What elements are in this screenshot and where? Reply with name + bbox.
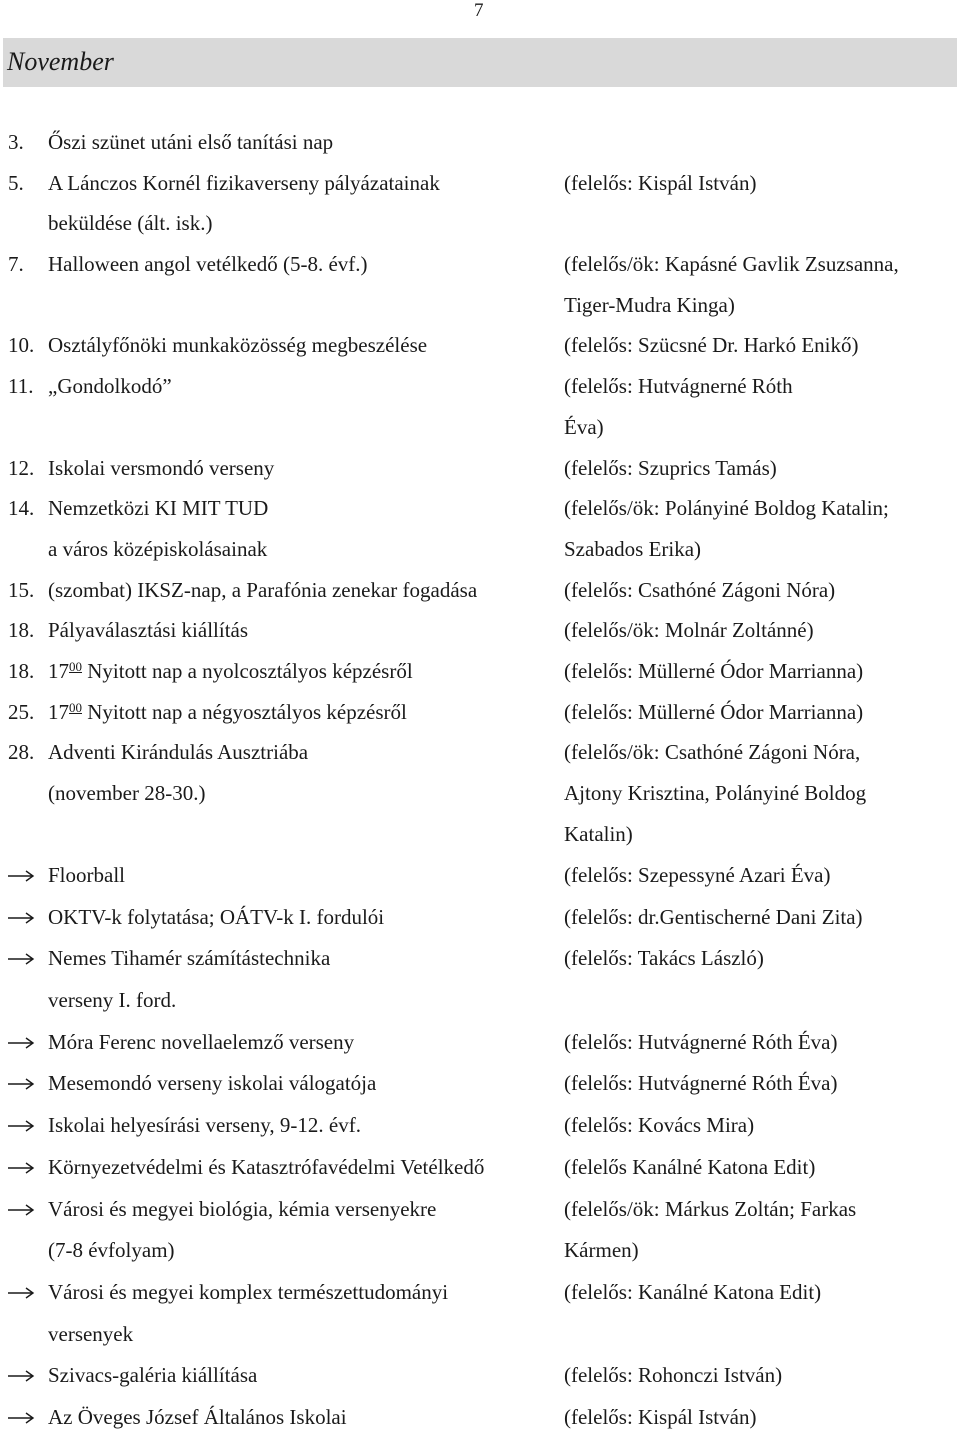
entry-responsible: Katalin) [564,821,633,846]
entry-responsible: (felelős: dr.Gentischerné Dani Zita) [564,904,863,929]
entry-responsible: (felelős/ök: Márkus Zoltán; Farkas [564,1196,857,1221]
arrow-bullet-icon [7,1119,35,1133]
entry-event [48,570,477,611]
entry-time: 17 [48,658,69,683]
entry-event [48,163,440,204]
bullet-entry [0,897,960,939]
arrow-bullet-icon [7,1036,35,1050]
entry-event [48,488,268,529]
entry-line [0,732,960,773]
entry-line [0,1272,960,1314]
entry-responsible: (felelős: Hutvágnerné Róth Éva) [564,1071,838,1096]
entry-event [48,244,368,285]
entry-line [0,1063,960,1105]
entry-event [48,529,267,570]
entry-line [0,488,960,529]
entry-responsible: (felelős: Szepessyné Azari Éva) [564,863,831,887]
entry-event [48,366,172,407]
entry-event-text: Halloween angol vetélkedő (5-8. évf.) [48,252,368,277]
entry-responsible: (felelős/ök: Csathóné Zágoni Nóra, [564,740,861,765]
entry-event: Városi és megyei biológia, kémia versenyekre [48,1196,437,1221]
entry-event [48,448,274,489]
entry-event [48,203,212,244]
entry-responsible: (felelős: Rohonczi István) [564,1363,783,1388]
entry-day: 18. [8,618,35,643]
entry-line [0,1314,960,1356]
arrow-bullet-icon [7,952,35,966]
entry-responsible: (felelős: Takács László) [564,946,764,971]
entry-line [0,610,960,651]
entry-responsible: (felelős: Hutvágnerné Róth Éva) [564,1029,838,1054]
calendar-entry [0,488,960,569]
calendar-entry [0,651,960,692]
entry-event-text: „Gondolkodó” [48,374,172,399]
entry-line [0,773,960,814]
entry-time-minutes: 00 [69,699,82,715]
entry-line [0,1230,960,1272]
entry-event-text: Nemzetközi KI MIT TUD [48,496,269,521]
bullet-entry [0,1189,960,1272]
entry-line [0,407,960,448]
calendar-entry [0,732,960,854]
entry-responsible: (felelős/ök: Molnár Zoltánné) [564,618,814,643]
entry-line [0,814,960,855]
bullet-entry [0,1063,960,1105]
entry-event-text: Osztályfőnöki munkaközösség megbeszélése [48,333,428,358]
entry-event: verseny I. ford. [48,988,177,1013]
entry-event [48,773,205,814]
entry-time-minutes: 00 [69,658,82,674]
entry-event: Városi és megyei komplex természettudományi [48,1279,449,1304]
entry-line [0,897,960,939]
entry-responsible: Kármen) [564,1238,639,1263]
entry-line [0,1022,960,1064]
bullet-entry [0,1355,960,1397]
entry-event [48,732,308,773]
entry-event [48,610,248,651]
entry-event: versenyek [48,1321,134,1346]
bullet-entry [0,1105,960,1147]
entry-event-text: (november 28-30.) [48,781,206,805]
entry-event: (7-8 évfolyam) [48,1238,175,1263]
entry-event: Környezetvédelmi és Katasztrófavédelmi Vetélkedő [48,1154,485,1179]
entry-day: 10. [8,333,35,358]
entry-day: 11. [8,374,34,399]
entry-responsible: Ajtony Krisztina, Polányiné Boldog [564,781,867,805]
entry-line [0,448,960,489]
bullet-entry [0,1022,960,1064]
entry-event-text: a város középiskolásainak [48,536,268,561]
entry-responsible: Szabados Erika) [564,536,702,561]
calendar-entry [0,325,960,366]
entry-line [0,163,960,204]
calendar-entry [0,122,960,163]
entry-event [48,651,413,692]
calendar-entry [0,570,960,611]
arrow-bullet-icon [7,1411,35,1425]
arrow-bullet-icon [7,1203,35,1217]
entry-event-text: Nyitott nap a négyosztályos képzésről [87,699,407,724]
entry-line [0,244,960,285]
entry-event [48,122,333,163]
ongoing-events-list [0,855,960,1439]
entry-day: 28. [8,740,35,765]
entry-line [0,203,960,244]
entry-day: 3. [8,130,24,154]
bullet-entry [0,855,960,897]
entry-line [0,529,960,570]
entry-time: 17 [48,699,69,724]
entry-responsible: (felelős: Szuprics Tamás) [564,455,777,480]
arrow-bullet-icon [7,1286,35,1300]
entry-responsible: (felelős: Kanálné Katona Edit) [564,1279,822,1304]
entry-line [0,366,960,407]
arrow-bullet-icon [7,1161,35,1175]
entry-responsible: (felelős Kanálné Katona Edit) [564,1154,816,1179]
entry-responsible: (felelős/ök: Polányiné Boldog Katalin; [564,496,889,521]
entry-event: Móra Ferenc novellaelemző verseny [48,1029,355,1054]
entry-line [0,570,960,611]
entry-line [0,1105,960,1147]
entry-line [0,1355,960,1397]
entry-event-text: Iskolai versmondó verseny [48,455,275,480]
entry-day: 12. [8,455,35,480]
entry-event: Mesemondó verseny iskolai válogatója [48,1071,377,1096]
entry-event: Szivacs-galéria kiállítása [48,1363,258,1388]
entry-responsible: (felelős: Kispál István) [564,170,757,195]
calendar-entry [0,610,960,651]
entry-responsible: (felelős: Kispál István) [564,1404,757,1429]
arrow-bullet-icon [7,869,35,883]
entry-responsible: (felelős: Hutvágnerné Róth [564,374,793,399]
entry-event: Az Öveges József Általános Iskolai [48,1404,347,1429]
bullet-entry [0,1272,960,1355]
entry-line [0,938,960,980]
entry-day: 25. [8,699,35,724]
entry-event-text: A Lánczos Kornél fizikaverseny pályázatainak [48,170,440,195]
entry-responsible: (felelős: Müllerné Ódor Marrianna) [564,699,864,724]
dated-events-list [0,122,960,854]
page-number: 7 [474,0,484,21]
entry-responsible: (felelős: Kovács Mira) [564,1113,755,1138]
entry-line [0,980,960,1022]
arrow-bullet-icon [7,911,35,925]
entry-responsible: Éva) [564,414,604,439]
entry-responsible: (felelős: Müllerné Ódor Marrianna) [564,658,864,683]
entry-line [0,285,960,326]
entry-line [0,1397,960,1439]
bullet-entry [0,1397,960,1439]
arrow-bullet-icon [7,1077,35,1091]
calendar-entry [0,448,960,489]
entry-line [0,325,960,366]
month-title: November [7,47,114,76]
entry-day: 7. [8,252,24,277]
entry-day: 14. [8,496,35,521]
bullet-entry [0,938,960,1021]
calendar-entry [0,692,960,733]
entry-event: OKTV-k folytatása; OÁTV-k I. fordulói [48,904,385,929]
entry-day: 15. [8,577,35,602]
entry-responsible: (felelős/ök: Kapásné Gavlik Zsuzsanna, [564,252,899,277]
entry-event-text: Őszi szünet utáni első tanítási nap [48,130,334,154]
entry-event-text: (szombat) IKSZ-nap, a Parafónia zenekar fogadása [48,577,478,602]
month-header [3,38,957,87]
calendar-entry [0,366,960,447]
entry-event-text: Nyitott nap a nyolcosztályos képzésről [87,658,413,683]
entry-line [0,122,960,163]
bullet-entry [0,1147,960,1189]
entry-event: Nemes Tihamér számítástechnika [48,946,331,971]
arrow-bullet-icon [7,1369,35,1383]
entry-line [0,692,960,733]
entry-responsible: Tiger-Mudra Kinga) [564,292,735,317]
entry-event: Floorball [48,863,125,887]
entry-event-text: beküldése (ált. isk.) [48,211,213,236]
entry-responsible: (felelős: Csathóné Zágoni Nóra) [564,577,836,602]
entry-day: 18. [8,658,35,683]
entry-line [0,855,960,897]
entry-event-text: Adventi Kirándulás Ausztriába [48,740,309,765]
entry-event: Iskolai helyesírási verseny, 9-12. évf. [48,1113,361,1138]
entry-line [0,1189,960,1231]
calendar-entry [0,244,960,325]
entry-day: 5. [8,170,24,195]
entry-event [48,325,427,366]
entry-line [0,1147,960,1189]
entry-responsible: (felelős: Szücsné Dr. Harkó Enikő) [564,333,859,358]
entry-line [0,651,960,692]
entry-event-text: Pályaválasztási kiállítás [48,618,249,643]
calendar-entry [0,163,960,244]
entry-event [48,692,407,733]
